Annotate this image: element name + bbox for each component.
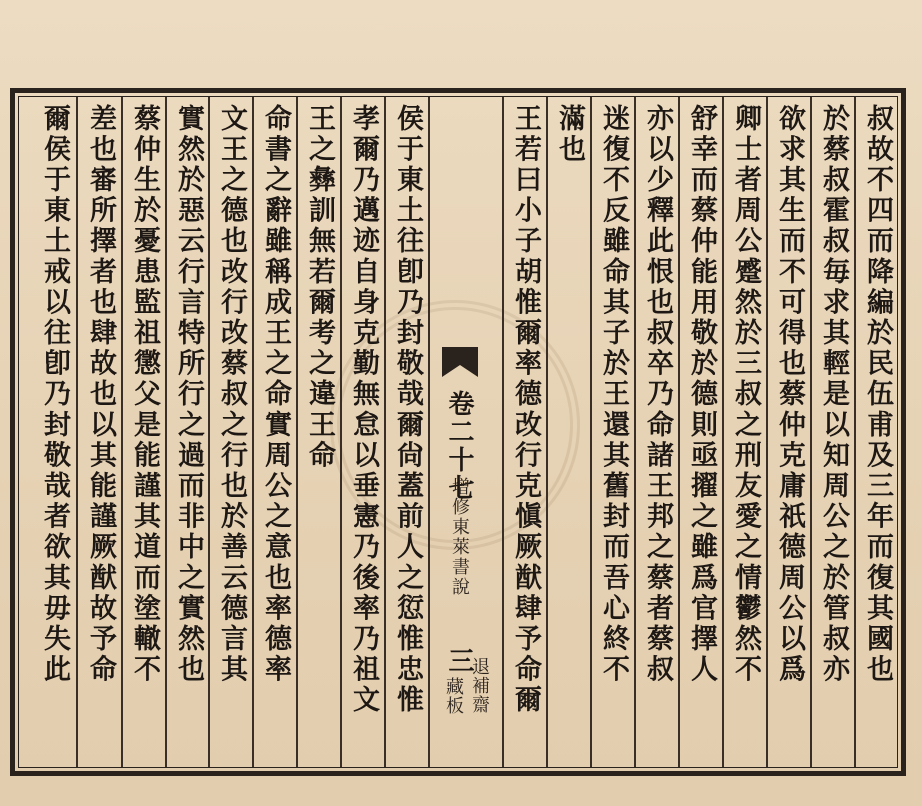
column-rule [766,97,768,767]
column-rule [546,97,548,767]
text-column: 命書之辭雖稱成王之命實周公之意也率德率 [260,104,291,686]
text-column: 差也審所擇者也肆故也以其能謹厥猷故予命 [85,104,116,686]
column-rule [502,97,504,767]
text-column: 蔡仲生於憂患監祖懲父是能謹其道而塗轍不 [129,104,160,686]
column-rule [121,97,123,767]
column-rule [208,97,210,767]
column-rule [634,97,636,767]
column-rule [165,97,167,767]
column-rule [854,97,856,767]
column-rule [384,97,386,767]
text-column: 舒幸而蔡仲能用敬於德則亟擢之雖爲官擇人 [686,104,717,686]
column-rule [340,97,342,767]
text-column: 於蔡叔霍叔毎求其輕是以知周公之於管叔亦 [818,104,849,686]
column-rule [678,97,680,767]
text-column: 爾侯于東土戒以往卽乃封敬哉者欲其毋失此 [39,104,70,686]
text-column: 孝爾乃邁迹自身克勤無怠以垂憲乃後率乃祖文 [348,104,379,716]
text-column: 卿士者周公蹙然於三叔之刑友愛之情鬱然不 [730,104,761,686]
edition-line: 退補齋 [469,657,490,714]
volume-label: 卷二十七 [444,390,474,502]
text-column: 王之彝訓無若爾考之違王命 [304,104,335,472]
fish-tail-mark [442,347,478,377]
text-column: 實然於惡云行言特所行之過而非中之實然也 [173,104,204,686]
text-column: 叔故不四而降編於民伍甫及三年而復其國也 [862,104,893,686]
column-rule [810,97,812,767]
page-number: 三 [444,647,474,673]
text-column: 滿也 [554,104,585,166]
text-column: 王若曰小子胡惟爾率德改行克愼厥猷肆予命爾 [510,104,541,716]
column-rule [252,97,254,767]
book-title: 增修東萊書說 [449,477,470,597]
text-column: 欲求其生而不可得也蔡仲克庸祇德周公以爲 [774,104,805,686]
text-column: 侯于東土往卽乃封敬哉爾尙蓋前人之愆惟忠惟 [392,104,423,716]
edition-line: 藏板 [443,677,464,715]
column-rule [76,97,78,767]
edition-mark [438,657,498,762]
text-column: 文王之德也改行改蔡叔之行也於善云德言其 [216,104,247,686]
text-column: 亦以少釋此恨也叔卒乃命諸王邦之蔡者蔡叔 [642,104,673,686]
column-rule [722,97,724,767]
center-banner [428,97,502,767]
column-rule [590,97,592,767]
text-column: 迷復不反雖命其子於王還其舊封而吾心終不 [598,104,629,686]
column-rule [296,97,298,767]
